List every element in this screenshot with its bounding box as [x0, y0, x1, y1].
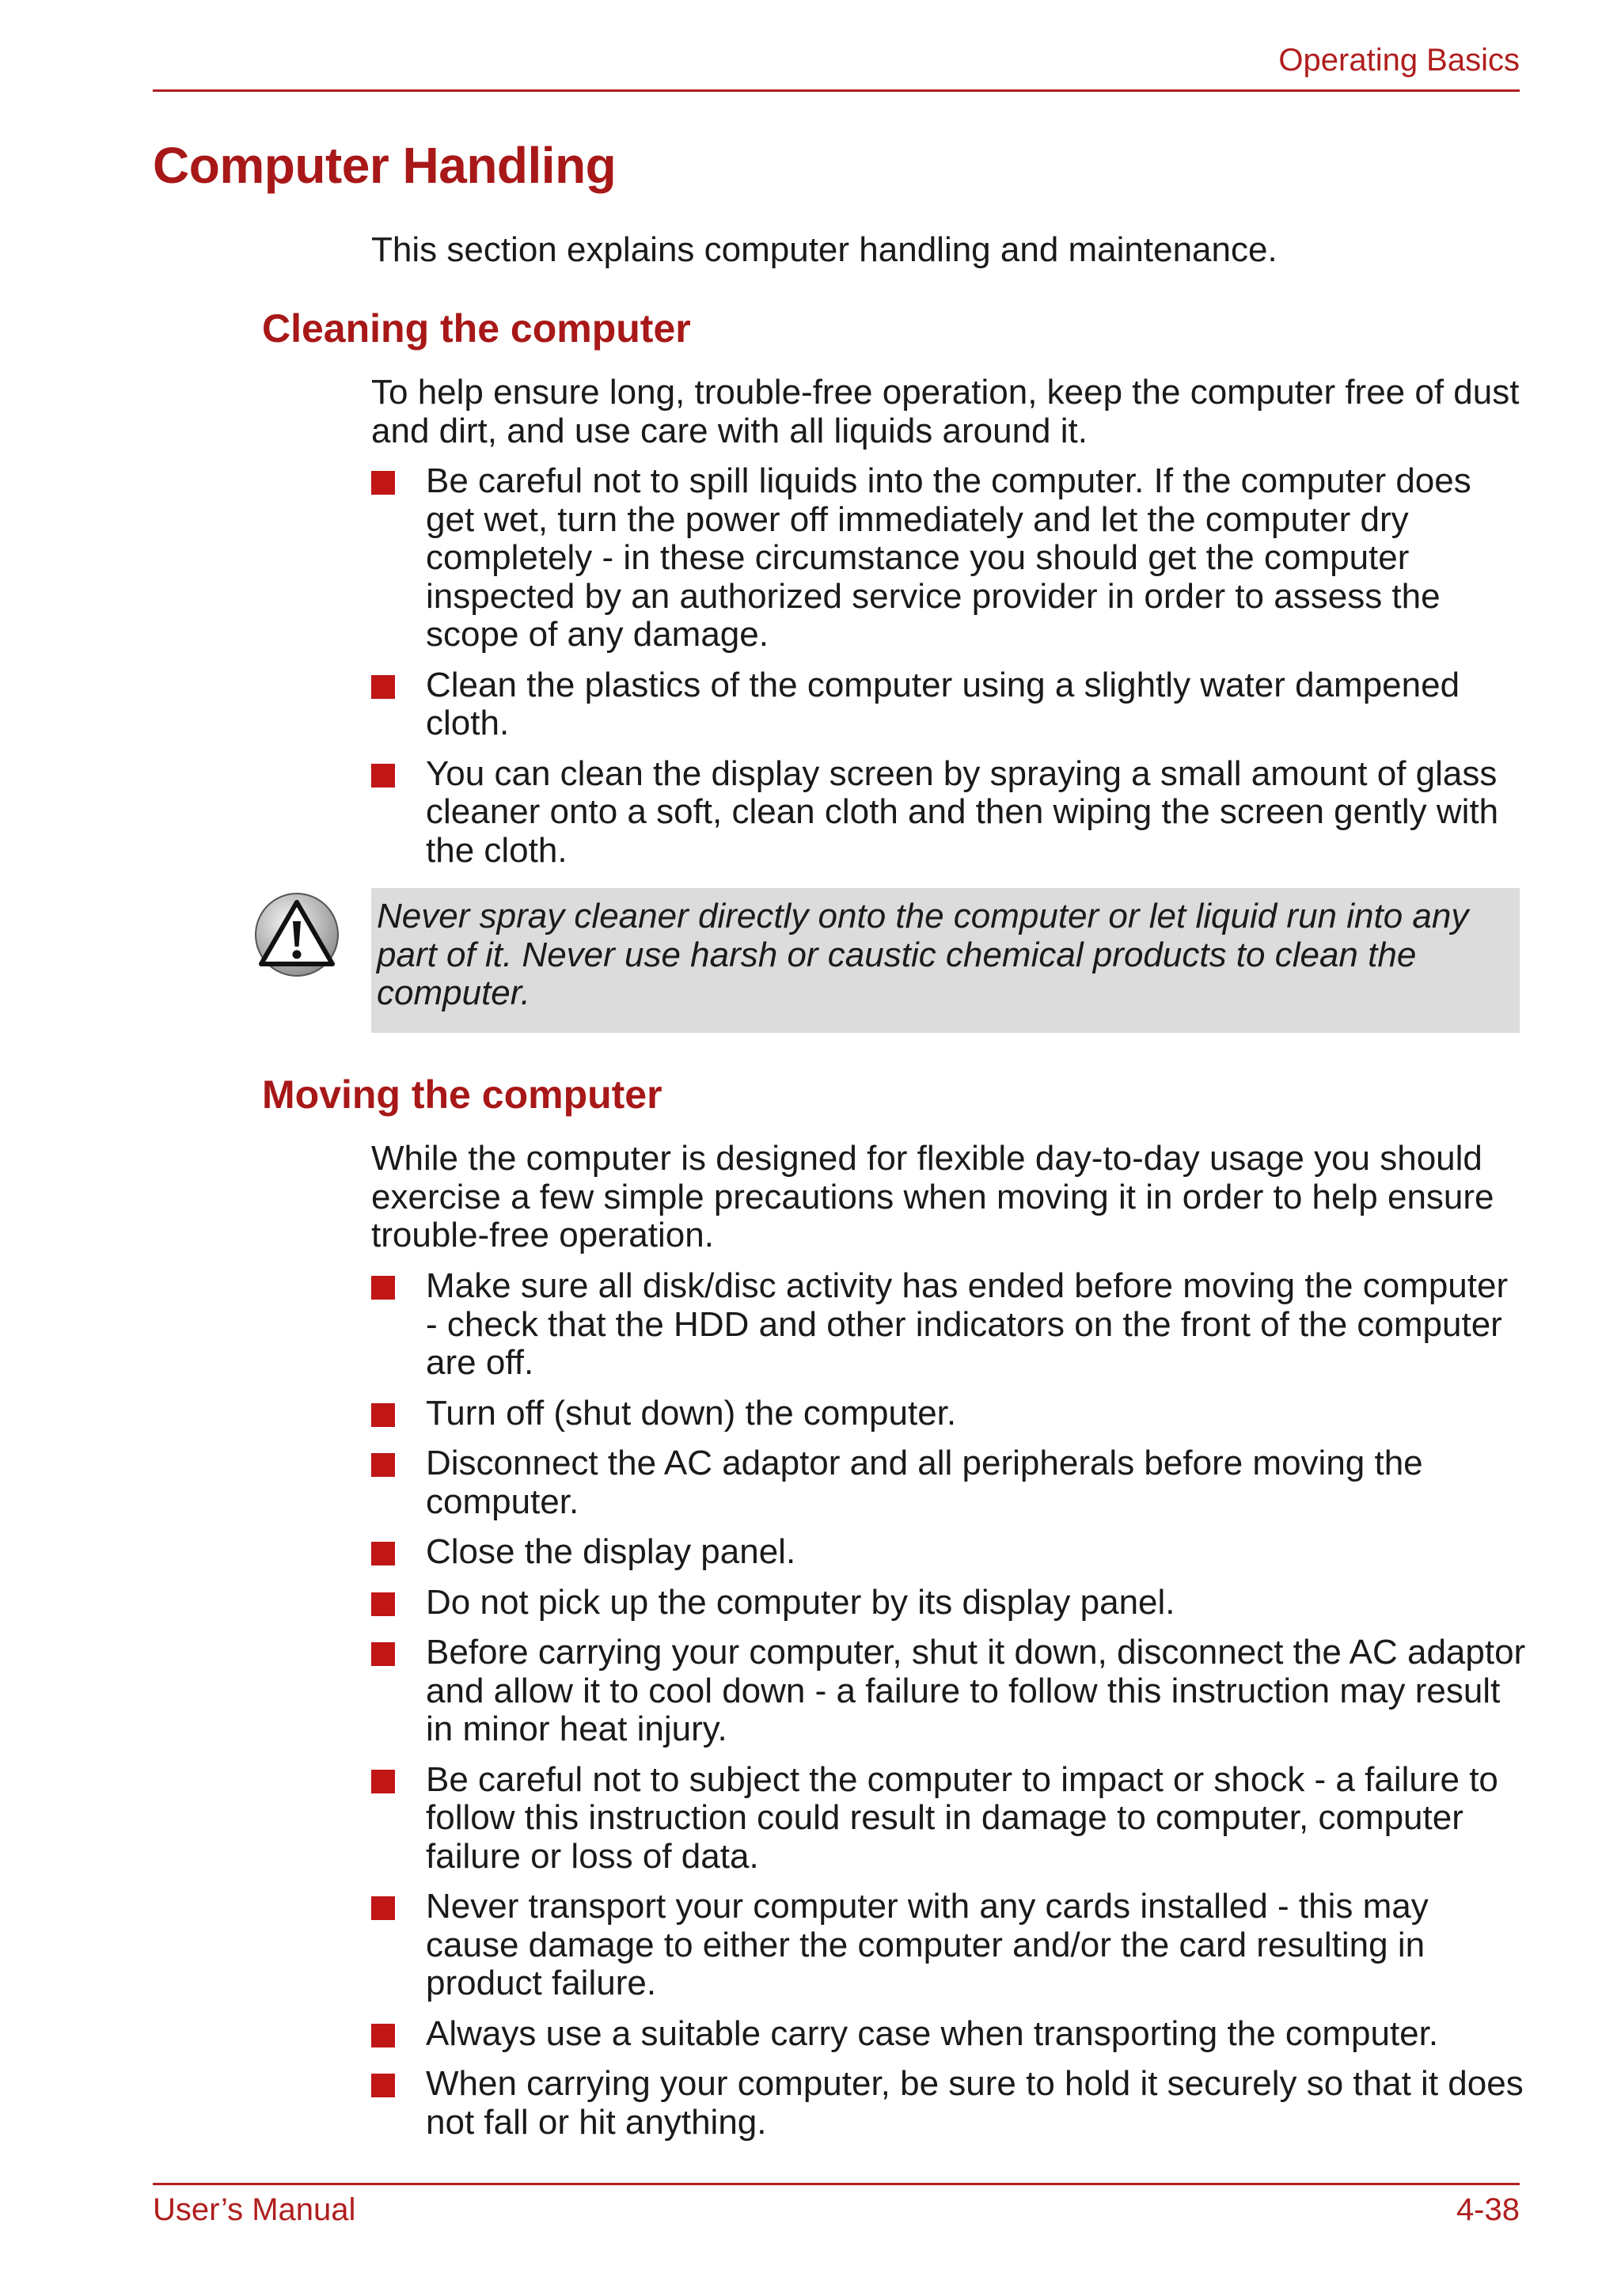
bullet-square-icon — [371, 1542, 395, 1565]
bullet-square-icon — [371, 1276, 395, 1300]
list-item — [371, 2065, 1527, 2142]
cleaning-paragraph: To help ensure long, trouble-free operation, keep the computer free of dust and dirt, and use care with all liquids around it. — [371, 373, 1520, 450]
bullet-square-icon — [371, 1592, 395, 1616]
bullet-square-icon — [371, 1896, 395, 1920]
cleaning-heading: Cleaning the computer — [262, 306, 691, 351]
list-item-text: Disconnect the AC adaptor and all peripherals before moving the computer. — [426, 1444, 1423, 1521]
bullet-square-icon — [371, 764, 395, 787]
list-item — [371, 2015, 1527, 2054]
list-item-text: Be careful not to spill liquids into the computer. If the computer does get wet, turn the power off immediately and let the computer dry completely - in these circumstance you should get the computer inspected by an authorized service provider in order to assess the scope of any damage. — [426, 461, 1471, 654]
intro-paragraph: This section explains computer handling and maintenance. — [371, 230, 1277, 269]
list-item — [371, 1761, 1527, 1877]
footer-manual-title: User’s Manual — [153, 2192, 356, 2227]
bullet-square-icon — [371, 2074, 395, 2097]
bullet-square-icon — [371, 471, 395, 495]
list-item — [371, 462, 1527, 655]
list-item — [371, 666, 1527, 743]
list-item — [371, 755, 1527, 871]
bullet-square-icon — [371, 1642, 395, 1666]
moving-heading: Moving the computer — [262, 1072, 662, 1117]
list-item — [371, 1533, 1527, 1572]
bullet-square-icon — [371, 1403, 395, 1427]
warning-note-text: Never spray cleaner directly onto the computer or let liquid run into any part of it. Never use harsh or caustic chemical products to clean the computer. — [377, 897, 1469, 1012]
list-item-text: Be careful not to subject the computer to impact or shock - a failure to follow this instruction could result in damage to computer, computer failure or loss of data. — [426, 1759, 1498, 1876]
list-item — [371, 1584, 1527, 1622]
header-rule — [153, 89, 1520, 92]
footer-rule — [153, 2183, 1520, 2185]
cleaning-bullet-list — [371, 462, 1527, 882]
moving-paragraph: While the computer is designed for flexible day-to-day usage you should exercise a few simple precautions when moving it in order to help ensure trouble-free operation. — [371, 1139, 1494, 1254]
list-item — [371, 1395, 1527, 1433]
bullet-square-icon — [371, 675, 395, 699]
list-item — [371, 1888, 1527, 2003]
list-item-text: Turn off (shut down) the computer. — [426, 1393, 957, 1433]
page-number: 4-38 — [1456, 2192, 1520, 2227]
page-title: Computer Handling — [153, 137, 617, 194]
list-item-text: When carrying your computer, be sure to hold it securely so that it does not fall or hit anything. — [426, 2064, 1524, 2142]
list-item — [371, 1444, 1527, 1521]
running-header: Operating Basics — [1278, 43, 1520, 78]
moving-bullet-list — [371, 1267, 1527, 2154]
list-item — [371, 1634, 1527, 1749]
list-item-text: Close the display panel. — [426, 1532, 796, 1571]
list-item-text: Do not pick up the computer by its display panel. — [426, 1582, 1175, 1622]
list-item-text: Clean the plastics of the computer using a slightly water dampened cloth. — [426, 665, 1460, 742]
warning-triangle-icon — [253, 891, 340, 978]
list-item-text: Always use a suitable carry case when transporting the computer. — [426, 2013, 1439, 2053]
bullet-square-icon — [371, 1453, 395, 1477]
list-item-text: Never transport your computer with any cards installed - this may cause damage to either the computer and/or the card resulting in product failure. — [426, 1887, 1429, 2002]
bullet-square-icon — [371, 1770, 395, 1793]
list-item-text: Before carrying your computer, shut it down, disconnect the AC adaptor and allow it to cool down - a failure to follow this instruction may result in minor heat injury. — [426, 1633, 1526, 1748]
list-item — [371, 1267, 1527, 1383]
list-item-text: Make sure all disk/disc activity has ended before moving the computer - check that the HDD and other indicators on the front of the computer are off. — [426, 1266, 1509, 1382]
list-item-text: You can clean the display screen by spraying a small amount of glass cleaner onto a soft, clean cloth and then wiping the screen gently with the cloth. — [426, 753, 1499, 870]
bullet-square-icon — [371, 2024, 395, 2047]
